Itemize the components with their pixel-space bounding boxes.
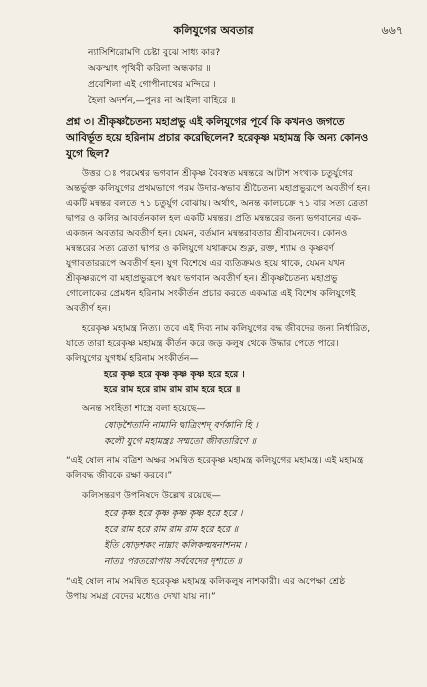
answer-line: একজন অবতার অবতীর্ণ হন। যেমন, বর্তমান মন্বন্তরাবতার শ্রীবামনদেব। কোনও xyxy=(66,228,348,239)
question-line: প্রশ্ন ৩। শ্রীকৃষ্ণচৈতন্য মহাপ্রভু এই কলিযুগের পূর্বে কি কখনও জগতে xyxy=(66,116,345,128)
question-line: যুগে ছিল? xyxy=(66,148,110,160)
verse-line: নাতঃ পরতরোপায় সর্ববেদের দৃশ্যতে ॥ xyxy=(104,556,242,567)
answer-line: দ্বাপর ও কলির আবর্তনকাল হল একটি মন্বন্তর। প্রতি মন্বন্তরের জন্য ভগবানের এক- xyxy=(66,213,362,224)
answer-line: একটি মন্বন্তর বলতে ৭১ চতুর্যুগ বোঝায়। অর্থাৎ, অনন্ত কালচক্রে ৭১ বার সত্য ত্রেতা xyxy=(66,198,368,209)
answer-line: অন্তর্ভুক্ত কলিযুগের প্রথমভাগে পরম উদার-স্বভাব শ্রীচৈতন্য মহাপ্রভুরূপে অবতীর্ণ হন। xyxy=(66,183,371,194)
paragraph-line: কলিসন্তরণ উপনিষদে উল্লেখ রয়েছে— xyxy=(82,490,221,501)
poem-line: হৈলা অদর্শন,—পুনঃ না আইলা বাহিরে ॥ xyxy=(88,95,236,106)
paragraph-line: কলিযুগের যুগধর্ম হরিনাম সংকীর্তন— xyxy=(66,353,199,364)
answer-line: মন্বন্তরের সত্য ত্রেতা দ্বাপর ও কলিযুগে যথাক্রমে শুক্ল, রক্ত, শ্যাম ও কৃষ্ণবর্ণ xyxy=(66,243,334,254)
poem-line: ন্যাসিশিরোমণি চেষ্টা বুঝে সাধ্য কার? xyxy=(88,47,221,58)
verse-line: ইতি ষোড়শকং নাম্নাং কলিকল্মষনাশনম । xyxy=(104,540,247,551)
running-header: কলিযুগের অবতার xyxy=(173,24,254,37)
verse-line: হরে রাম হরে রাম রাম রাম হরে হরে ॥ xyxy=(104,524,239,535)
answer-line: শ্রীকৃষ্ণরূপে বা মহাপ্রভুরূপে স্বয়ং ভগবান অবতীর্ণ হন। শ্রীকৃষ্ণচৈতন্য মহাপ্রভু xyxy=(66,273,338,284)
poem-line: অকস্মাৎ পৃথিবী করিলা অন্ধকার ॥ xyxy=(88,63,211,74)
quote-line: উপায় সমগ্র বেদের মধ্যেও দেখা যায় না।” xyxy=(66,591,216,602)
mantra-line: হরে কৃষ্ণ হরে কৃষ্ণ কৃষ্ণ কৃষ্ণ হরে হরে । xyxy=(104,369,245,380)
answer-line: যুগাবতাররূপে অবতীর্ণ হন। যুগ বিশেষে এর ব্যতিক্রমও হয়ে থাকে, যেমন যখন xyxy=(66,258,346,269)
quote-line: কলিবদ্ধ জীবকে রক্ষা করবে।” xyxy=(66,470,173,481)
verse-line: হরে কৃষ্ণ হরে কৃষ্ণ কৃষ্ণ কৃষ্ণ হরে হরে । xyxy=(104,508,243,519)
answer-line: গোলোকের প্রেমধন হরিনাম সংকীর্তন প্রচার করতে একমাত্র এই বিশেষ কলিযুগেই xyxy=(66,288,356,299)
paragraph-line: হরেকৃষ্ণ মহামন্ত্র নিত্য। তবে এই দিব্য নাম কলিযুগের বদ্ধ জীবদের জন্য নির্ধারিত, xyxy=(82,323,371,334)
paragraph-line: অনন্ত সংহিতা শাস্ত্রে বলা হয়েছে— xyxy=(82,403,206,414)
answer-line: উত্তর ঃ পরমেশ্বর ভগবান শ্রীকৃষ্ণ বৈবস্বত মন্বন্তরে আটাশ সংখ্যক চতুর্যুগের xyxy=(82,168,354,179)
paragraph-line: যাতে তারা হরেকৃষ্ণ মহামন্ত্র কীর্তন করে জড় কলুষ থেকে উদ্ধার পেতে পারে। xyxy=(66,338,339,349)
quote-line: “এই ষোল নাম বত্রিশ অক্ষর সমন্বিত হরেকৃষ্ণ মহামন্ত্র কলিযুগের মহামন্ত্র। এই মহামন্ত্র xyxy=(66,455,364,466)
page-number: ৬৬৭ xyxy=(381,24,403,37)
quote-line: “এই ষোল নাম সমন্বিত হরেকৃষ্ণ মহামন্ত্র কলিকলুষ নাশকারী। এর অপেক্ষা শ্রেষ্ঠ xyxy=(66,576,346,587)
verse-line: ষোড়শৈতানি নামানি দ্বাত্রিংশদ্ বর্ণকানি হি । xyxy=(104,420,258,431)
verse-line: কলৌ যুগে মহামন্ত্রঃ সম্মতো জীবতারিণে ॥ xyxy=(104,436,256,447)
question-line: আবির্ভূত হয়ে হরিনাম প্রচার করেছিলেন? হরেকৃষ্ণ মহামন্ত্র কি অন্য কোনও xyxy=(66,132,369,144)
mantra-line: হরে রাম হরে রাম রাম রাম হরে হরে ॥ xyxy=(104,384,241,395)
answer-line: অবতীর্ণ হন। xyxy=(66,303,111,314)
poem-line: প্রবেশিলা এই গোপীনাথের মন্দিরে । xyxy=(88,79,216,90)
